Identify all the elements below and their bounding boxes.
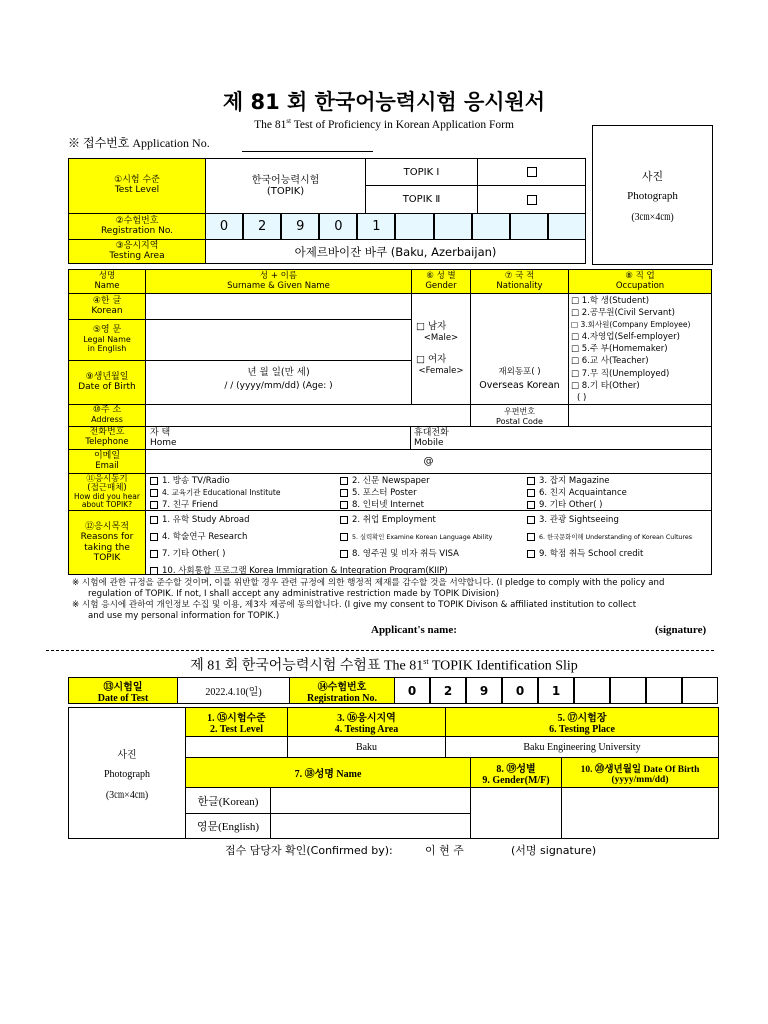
english-name-label: ⑤영 문 Legal Name in English xyxy=(68,319,146,361)
occupation-option[interactable]: □ 1.학 생(Student) xyxy=(571,296,650,306)
registration-digits xyxy=(205,213,586,240)
gender-cell xyxy=(411,293,471,405)
occupation-option[interactable]: □ 7.무 직(Unemployed) xyxy=(571,368,670,379)
purpose-option[interactable]: 2. 취업 Employment xyxy=(340,512,527,529)
mobile-label-ko: 휴대전화 xyxy=(414,428,449,438)
heard-option[interactable]: 3. 잡지 Magazine xyxy=(527,475,710,487)
heard-option[interactable]: 7. 친구 Friend xyxy=(150,499,340,511)
testing-area-value: 아제르바이잔 바쿠 (Baku, Azerbaijan) xyxy=(205,239,586,264)
cut-line xyxy=(46,650,714,651)
occupation-other-field[interactable]: ( ) xyxy=(577,392,587,403)
occupation-option[interactable]: □ 4.자영업(Self-employer) xyxy=(571,332,680,343)
heard-option[interactable]: 1. 방송 TV/Radio xyxy=(150,475,340,487)
photo-label-ko: 사진 xyxy=(641,170,664,183)
slip-dob-header: 10. ⑳생년월일 Date Of Birth (yyyy/mm/dd) xyxy=(561,757,719,788)
slip-date-label: ⑬시험일 Date of Test xyxy=(68,677,178,704)
heard-option[interactable]: 9. 기타 Other( ) xyxy=(527,499,710,511)
slip-registration-digit xyxy=(646,677,682,704)
registration-digit[interactable] xyxy=(472,213,510,240)
purpose-option[interactable]: 5. 실력확인 Examine Korean Language Ability xyxy=(340,529,527,546)
address-label: ⑩주 소 Address xyxy=(68,404,146,427)
slip-english-name xyxy=(270,813,471,839)
purpose-option[interactable]: 7. 기타 Other( ) xyxy=(150,546,340,563)
mobile-phone-input[interactable] xyxy=(410,426,712,450)
purpose-option[interactable]: 4. 학술연구 Research xyxy=(150,529,340,546)
slip-korean-row-label: 한글(Korean) xyxy=(185,787,271,814)
registration-digit[interactable]: 2 xyxy=(243,213,281,240)
slip-place-value: Baku Engineering University xyxy=(445,736,719,758)
slip-photo-box: 사진 Photograph (3㎝×4㎝) xyxy=(68,707,186,839)
occupation-option[interactable]: □ 2.공무원(Civil Servant) xyxy=(571,308,675,319)
purpose-option[interactable]: 6. 한국문화이해 Understanding of Korean Cultures xyxy=(527,529,710,546)
application-no-field[interactable] xyxy=(242,151,373,152)
occupation-option[interactable]: □ 5.주 부(Homemaker) xyxy=(571,344,668,355)
application-no-label: ※ 접수번호 Application No. xyxy=(68,136,210,150)
registration-digit[interactable]: 9 xyxy=(281,213,319,240)
purpose-option[interactable]: 10. 사회통합 프로그램 Korea Immigration & Integration Program(KIIP) xyxy=(150,563,710,580)
mobile-label-en: Mobile xyxy=(414,438,444,448)
confirmed-by-name: 이 현 주 xyxy=(425,844,464,857)
slip-registration-label: ⑭수험번호 Registration No. xyxy=(289,677,395,704)
email-label: 이메일 Email xyxy=(68,449,146,474)
overseas-korean-ko: 재외동포( ) xyxy=(498,367,541,377)
heard-label: ⑪응시동기 (접근매체) How did you hear about TOPIK? xyxy=(68,473,146,511)
address-input[interactable] xyxy=(145,404,471,427)
email-input[interactable]: @ xyxy=(145,449,712,474)
registration-digit[interactable] xyxy=(510,213,548,240)
purpose-option[interactable]: 1. 유학 Study Abroad xyxy=(150,512,340,529)
heard-option[interactable]: 6. 친지 Acquaintance xyxy=(527,487,710,499)
slip-english-row-label: 영문(English) xyxy=(185,813,271,839)
slip-title: 제 81 회 한국어능력시험 수험표 The 81st TOPIK Identification Slip xyxy=(190,657,578,674)
gender-female-en: <Female> xyxy=(418,366,464,376)
testing-area-label: ③응시지역 Testing Area xyxy=(68,239,206,264)
telephone-label: 전화번호 Telephone xyxy=(68,426,146,450)
slip-registration-digit: 2 xyxy=(430,677,466,704)
purpose-option[interactable]: 8. 영주권 및 비자 취득 VISA xyxy=(340,546,527,563)
gender-female-checkbox[interactable]: □ 여자 xyxy=(416,354,447,365)
dob-template-ko: 년 월 일(만 세) xyxy=(247,367,310,378)
col-occupation-header: ⑧ 직 업 Occupation xyxy=(568,269,712,294)
col-fullname-header: 성 + 이름 Surname & Given Name xyxy=(145,269,412,294)
heard-option[interactable]: 8. 인터넷 Internet xyxy=(340,499,527,511)
registration-digit[interactable] xyxy=(395,213,433,240)
applicant-name-label: Applicant's name: xyxy=(371,624,457,636)
test-level-label: ①시험 수준 Test Level xyxy=(68,158,206,214)
slip-date-value: 2022.4.10(일) xyxy=(177,677,290,704)
slip-area-value: Baku xyxy=(287,736,446,758)
slip-level-header: 1. ⑮시험수준 2. Test Level xyxy=(185,707,288,737)
page-title: 제 81 회 한국어능력시험 응시원서 xyxy=(222,90,546,114)
occupation-option[interactable]: □ 8.기 타(Other) xyxy=(571,380,640,391)
korean-name-input[interactable] xyxy=(145,293,412,320)
slip-gender-value xyxy=(470,787,562,839)
gender-male-checkbox[interactable]: □ 남자 xyxy=(416,321,447,332)
slip-gender-header: 8. ⑲성별 9. Gender(M/F) xyxy=(470,757,562,788)
heard-option[interactable]: 2. 신문 Newspaper xyxy=(340,475,527,487)
confirmed-by-label: 접수 담당자 확인(Confirmed by): xyxy=(225,844,393,857)
home-phone-label-en: Home xyxy=(150,438,177,448)
postal-code-label: 우편번호 Postal Code xyxy=(470,404,569,427)
dob-label: ⑨생년월일 Date of Birth xyxy=(68,360,146,405)
slip-registration-digit: 0 xyxy=(394,677,430,704)
english-name-input[interactable] xyxy=(145,319,412,361)
registration-digit[interactable]: 1 xyxy=(357,213,395,240)
topik-2-label: TOPIK Ⅱ xyxy=(365,185,478,214)
registration-digit[interactable] xyxy=(434,213,472,240)
overseas-korean-en: Overseas Korean xyxy=(479,380,560,391)
slip-name-header: 7. ⑱성명 Name xyxy=(185,757,471,788)
topik-1-checkbox[interactable] xyxy=(477,158,586,186)
slip-registration-digit xyxy=(682,677,718,704)
occupation-list xyxy=(571,295,711,404)
slip-korean-name xyxy=(270,787,471,814)
home-phone-label-ko: 자 택 xyxy=(150,428,171,438)
slip-place-header: 5. ⑰시험장 6. Testing Place xyxy=(445,707,719,737)
slip-registration-digit: 1 xyxy=(538,677,574,704)
topik-1-label: TOPIK Ⅰ xyxy=(365,158,478,186)
gender-male-en: <Male> xyxy=(423,333,459,343)
pledge-text: ※ 시험에 관한 규정을 준수할 것이며, 이를 위반할 경우 관련 규정에 의한 행정적 제재를 감수할 것을 서약합니다. (I pledge to comply with the policy and regulation of TOPIK. If not, I shall accept any administrative restriction made by TOPIK Division) ※ 시험 응시에 관하여 개인정보 수집 및 이용, 제3자 제공에 동의합니다. (I give my consent to TOPIK Divison & affiliated institution to collect and use my personal information for TOPIK.) xyxy=(72,578,665,621)
heard-options-grid xyxy=(150,475,710,511)
registration-digit[interactable]: 0 xyxy=(205,213,243,240)
photo-size: (3㎝×4㎝) xyxy=(631,211,674,223)
slip-registration-digit: 9 xyxy=(466,677,502,704)
applicant-signature[interactable]: (signature) xyxy=(655,624,707,636)
korean-name-label: ④한 글 Korean xyxy=(68,293,146,320)
heard-option[interactable]: 4. 교육기관 Educational Institute xyxy=(150,487,340,499)
slip-registration-digit xyxy=(574,677,610,704)
topik-2-checkbox[interactable] xyxy=(477,185,586,214)
occupation-option[interactable]: □ 6.교 사(Teacher) xyxy=(571,356,649,367)
page-subtitle: The 81st Test of Proficiency in Korean Application Form xyxy=(254,117,514,131)
slip-registration-digit xyxy=(610,677,646,704)
home-phone-input[interactable] xyxy=(145,426,411,450)
purpose-label: ⑫응시목적 Reasons for taking the TOPIK xyxy=(68,510,146,575)
slip-dob-value xyxy=(561,787,719,839)
confirmed-by-signature[interactable]: (서명 signature) xyxy=(511,844,597,857)
photo-box xyxy=(592,125,713,265)
photo-label-en: Photograph xyxy=(627,189,678,202)
col-name-header: 성명 Name xyxy=(68,269,146,294)
registration-digit[interactable]: 0 xyxy=(319,213,357,240)
col-nationality-header: ⑦ 국 적 Nationality xyxy=(470,269,569,294)
purpose-option[interactable]: 9. 학점 취득 School credit xyxy=(527,546,710,563)
slip-level-value xyxy=(185,736,288,758)
occupation-option[interactable]: □ 3.회사원(Company Employee) xyxy=(571,320,691,330)
purpose-option[interactable]: 3. 관광 Sightseeing xyxy=(527,512,710,529)
purpose-options-grid xyxy=(150,512,710,580)
registration-label: ②수험번호 Registration No. xyxy=(68,213,206,240)
dob-template-en: / / (yyyy/mm/dd) (Age: ) xyxy=(224,381,333,391)
test-name: 한국어능력시험 (TOPIK) xyxy=(205,158,366,214)
registration-digit[interactable] xyxy=(548,213,586,240)
col-gender-header: ⑥ 성 별 Gender xyxy=(411,269,471,294)
slip-area-header: 3. ⑯응시지역 4. Testing Area xyxy=(287,707,446,737)
slip-registration-digits xyxy=(394,677,718,704)
postal-code-input[interactable] xyxy=(568,404,712,427)
heard-option[interactable]: 5. 포스터 Poster xyxy=(340,487,527,499)
slip-registration-digit: 0 xyxy=(502,677,538,704)
